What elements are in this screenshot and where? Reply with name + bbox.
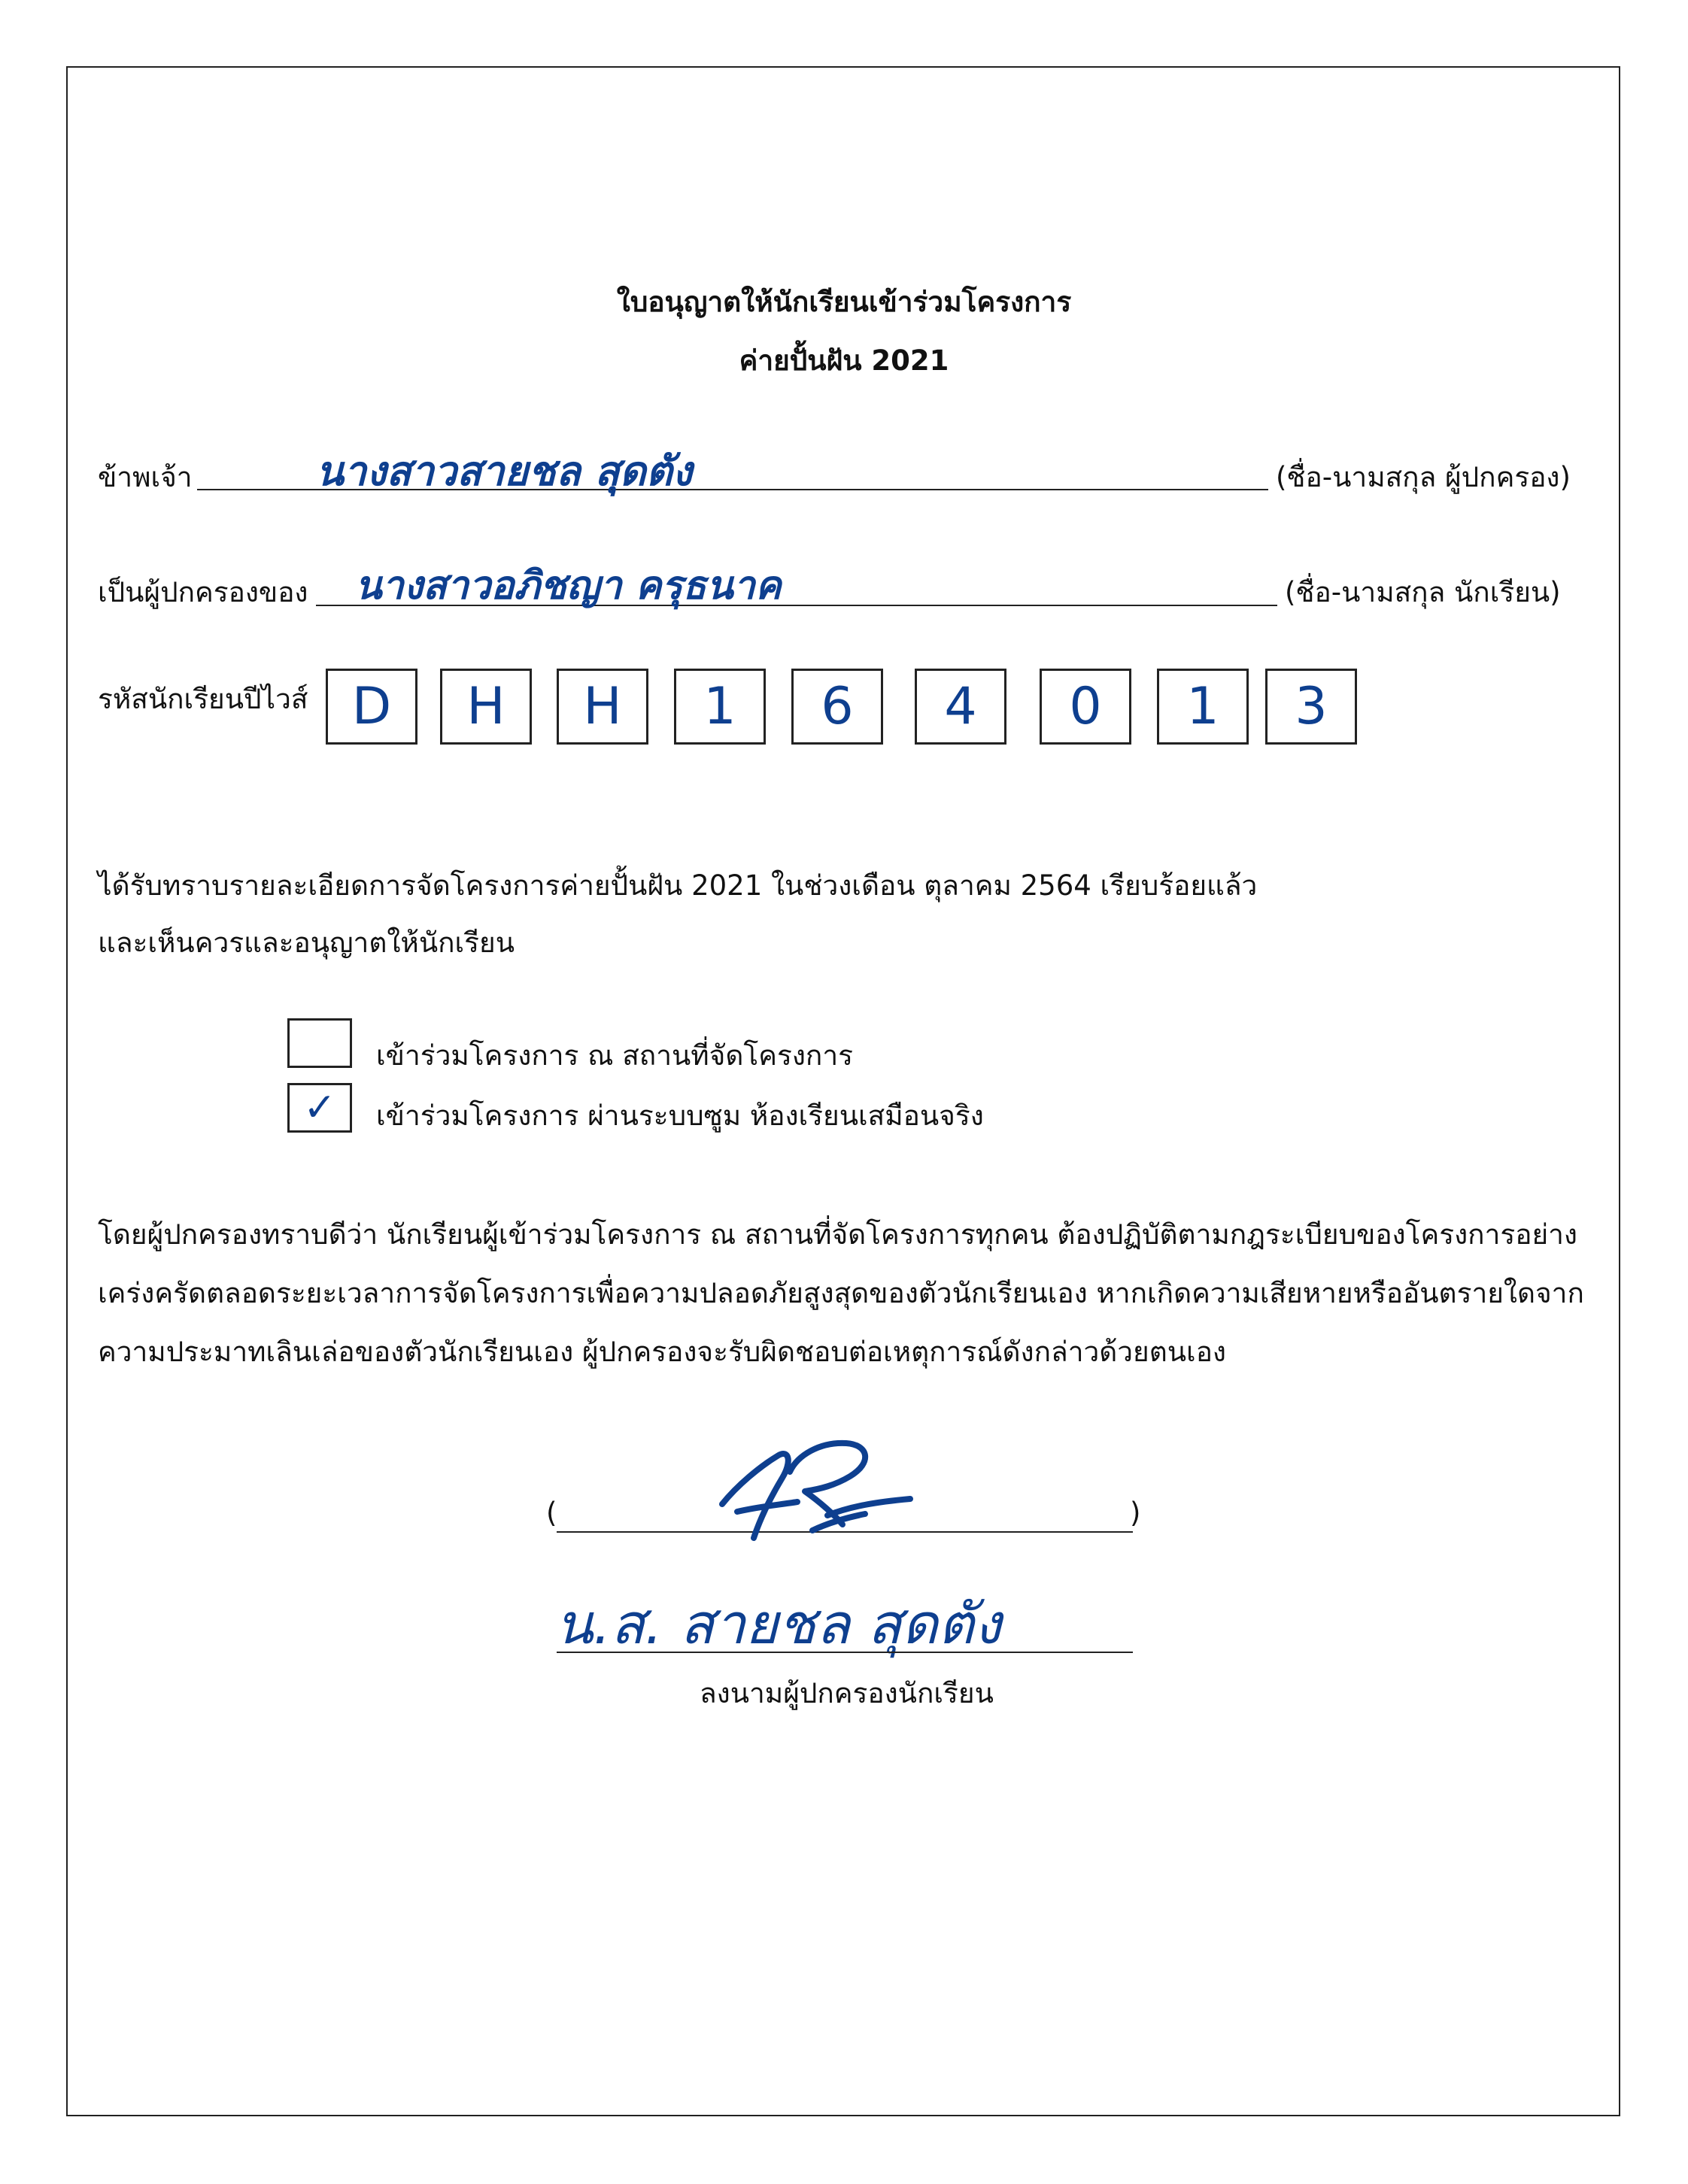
signature-paren-close: ): [1130, 1497, 1141, 1529]
ack-line-2: และเห็นควรและอนุญาตให้นักเรียน: [98, 927, 515, 959]
student-id-box[interactable]: 1: [674, 669, 766, 745]
student-name-handwritten[interactable]: นางสาวอภิชญา ครุธนาค: [355, 563, 782, 608]
terms-line-1: โดยผู้ปกครองทราบดีว่า นักเรียนผู้เข้าร่วมโครงการ ณ สถานที่จัดโครงการทุกคน ต้องปฏิบัติตามกฎระเบียบของโครงการอย่าง: [98, 1218, 1577, 1251]
student-id-box[interactable]: H: [557, 669, 648, 745]
student-id-box[interactable]: 1: [1157, 669, 1249, 745]
signature-paren-open: (: [546, 1497, 557, 1529]
terms-line-2: เคร่งครัดตลอดระยะเวลาการจัดโครงการเพื่อความปลอดภัยสูงสุดของตัวนักเรียนเอง หากเกิดความเสียหายหรืออันตรายใดจาก: [98, 1277, 1584, 1309]
guardian-name-handwritten[interactable]: นางสาวสายชล สุดตัง: [316, 447, 693, 495]
guardian-hint: (ชื่อ-นามสกุล ผู้ปกครอง): [1276, 461, 1571, 493]
printed-name-line: [557, 1652, 1133, 1653]
ack-line-1: ได้รับทราบรายละเอียดการจัดโครงการค่ายปั้นฝัน 2021 ในช่วงเดือน ตุลาคม 2564 เรียบร้อยแล้ว: [98, 869, 1258, 902]
student-id-box[interactable]: D: [326, 669, 417, 745]
handwritten-signature: [707, 1433, 925, 1561]
student-id-label: รหัสนักเรียนปีไวส์: [98, 683, 308, 715]
student-label: เป็นผู้ปกครองของ: [98, 576, 308, 608]
option-onsite-checkbox[interactable]: [287, 1018, 352, 1068]
student-id-box[interactable]: H: [440, 669, 532, 745]
printed-name-handwritten: น.ส. สายชล สุดตัง: [555, 1592, 1001, 1657]
student-id-box[interactable]: 6: [791, 669, 883, 745]
student-id-box[interactable]: 4: [915, 669, 1006, 745]
option-zoom-checkbox[interactable]: ✓: [287, 1083, 352, 1133]
student-id-box[interactable]: 0: [1040, 669, 1131, 745]
form-subtitle: ค่ายปั้นฝัน 2021: [739, 344, 949, 377]
student-id-box[interactable]: 3: [1265, 669, 1357, 745]
option-zoom-label: เข้าร่วมโครงการ ผ่านระบบซูม ห้องเรียนเสมือนจริง: [376, 1100, 984, 1132]
form-title: ใบอนุญาตให้นักเรียนเข้าร่วมโครงการ: [616, 286, 1072, 318]
signature-caption: ลงนามผู้ปกครองนักเรียน: [700, 1677, 994, 1709]
guardian-label: ข้าพเจ้า: [98, 461, 193, 493]
option-onsite-label: เข้าร่วมโครงการ ณ สถานที่จัดโครงการ: [376, 1039, 853, 1072]
terms-line-3: ความประมาทเลินเล่อของตัวนักเรียนเอง ผู้ปกครองจะรับผิดชอบต่อเหตุการณ์ดังกล่าวด้วยตนเอง: [98, 1336, 1226, 1368]
student-hint: (ชื่อ-นามสกุล นักเรียน): [1285, 576, 1561, 608]
